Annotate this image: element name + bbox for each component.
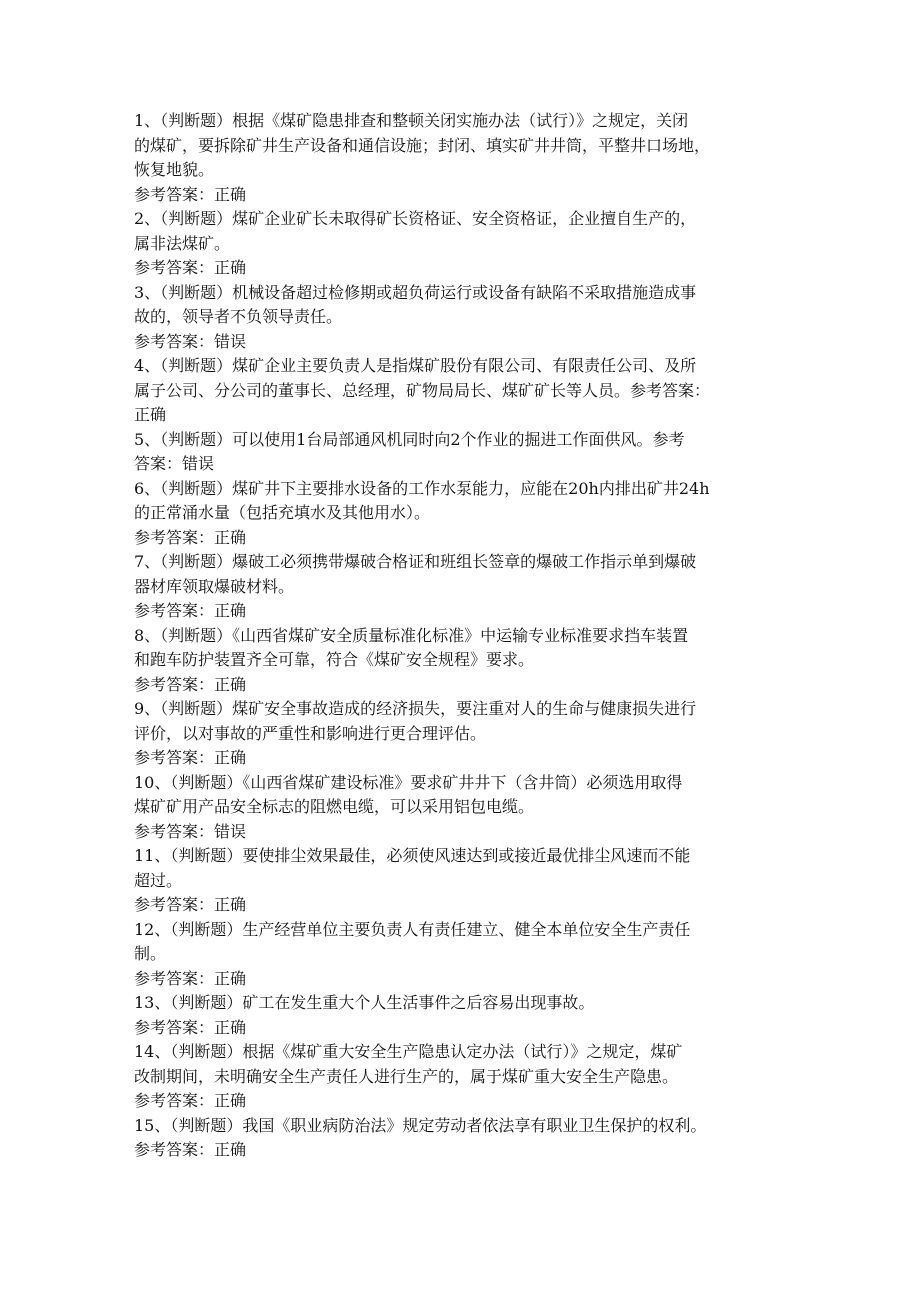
q8-answer: 参考答案：正确 xyxy=(134,674,247,694)
q8-line-1: 8、（判断题）《山西省煤矿安全质量标准化标准》中运输专业标准要求挡车装置 xyxy=(134,625,689,645)
q7-answer: 参考答案：正确 xyxy=(134,601,247,620)
q3-line-2: 故的，领导者不负领导责任。 xyxy=(134,307,343,326)
q12-line-2: 制。 xyxy=(134,944,167,963)
q3-line-1: 3、（判断题）机械设备超过检修期或超负荷运行或设备有缺陷不采取措施造成事 xyxy=(134,282,697,302)
q10-answer: 参考答案：错误 xyxy=(134,821,247,841)
q6-line-1: 6、（判断题）煤矿井下主要排水设备的工作水泵能力，应能在20h内排出矿井24h xyxy=(134,478,710,498)
q4-answer: 正确 xyxy=(134,405,167,424)
q2-line-1: 2、（判断题）煤矿企业矿长未取得矿长资格证、安全资格证，企业擅自生产的， xyxy=(134,209,697,228)
q5-line-1: 5、（判断题）可以使用1台局部通风机同时向2个作业的掘进工作面供风。参考 xyxy=(134,429,685,449)
q11-line-2: 超过。 xyxy=(134,870,183,890)
q9-line-1: 9、（判断题）煤矿安全事故造成的经济损失，要注重对人的生命与健康损失进行 xyxy=(134,699,697,718)
q1-line-3: 恢复地貌。 xyxy=(134,160,215,179)
q15-line-1: 15、（判断题）我国《职业病防治法》规定劳动者依法享有职业卫生保护的权利。 xyxy=(134,1115,707,1135)
q3-answer: 参考答案：错误 xyxy=(134,331,247,351)
q4-line-1: 4、（判断题）煤矿企业主要负责人是指煤矿股份有限公司、有限责任公司、及所 xyxy=(134,356,697,375)
q12-answer: 参考答案：正确 xyxy=(134,968,247,988)
q14-line-2: 改制期间，未明确安全生产责任人进行生产的，属于煤矿重大安全生产隐患。 xyxy=(134,1066,679,1086)
q4-line-2: 属子公司、分公司的董事长、总经理，矿物局局长、煤矿矿长等人员。参考答案： xyxy=(134,380,711,400)
q15-answer: 参考答案：正确 xyxy=(134,1140,247,1159)
q9-answer: 参考答案：正确 xyxy=(134,748,247,767)
q1-line-2: 的煤矿，要拆除矿井生产设备和通信设施；封闭、填实矿井井筒，平整井口场地， xyxy=(134,135,711,155)
q10-line-2: 煤矿矿用产品安全标志的阻燃电缆，可以采用铝包电缆。 xyxy=(134,797,535,816)
q13-answer: 参考答案：正确 xyxy=(134,1017,247,1037)
q14-line-1: 14、（判断题）根据《煤矿重大安全生产隐患认定办法（试行）》之规定，煤矿 xyxy=(134,1042,683,1061)
q7-line-2: 器材库领取爆破材料。 xyxy=(134,576,295,596)
q12-line-1: 12、（判断题）生产经营单位主要负责人有责任建立、健全本单位安全生产责任 xyxy=(134,919,691,939)
q1-line-1: 1、（判断题）根据《煤矿隐患排查和整顿关闭实施办法（试行）》之规定，关闭 xyxy=(134,111,689,130)
document-body xyxy=(134,109,802,1163)
q2-line-2: 属非法煤矿。 xyxy=(134,233,231,253)
q10-line-1: 10、（判断题）《山西省煤矿建设标准》要求矿井井下（含井筒）必须选用取得 xyxy=(134,772,683,792)
q2-answer: 参考答案：正确 xyxy=(134,258,247,277)
q11-line-1: 11、（判断题）要使排尘效果最佳，必须使风速达到或接近最优排尘风速而不能 xyxy=(134,846,691,865)
q7-line-1: 7、（判断题）爆破工必须携带爆破合格证和班组长签章的爆破工作指示单到爆破 xyxy=(134,552,697,571)
q6-answer: 参考答案：正确 xyxy=(134,527,247,547)
q1-answer: 参考答案：正确 xyxy=(134,184,247,204)
q13-line-1: 13、（判断题）矿工在发生重大个人生活事件之后容易出现事故。 xyxy=(134,993,595,1012)
q6-line-2: 的正常涌水量（包括充填水及其他用水）。 xyxy=(134,503,431,522)
q9-line-2: 评价，以对事故的严重性和影响进行更合理评估。 xyxy=(134,723,487,743)
q5-answer: 答案：错误 xyxy=(134,454,215,473)
q8-line-2: 和跑车防护装置齐全可靠，符合《煤矿安全规程》要求。 xyxy=(134,650,535,669)
q14-answer: 参考答案：正确 xyxy=(134,1091,247,1110)
q11-answer: 参考答案：正确 xyxy=(134,895,247,914)
